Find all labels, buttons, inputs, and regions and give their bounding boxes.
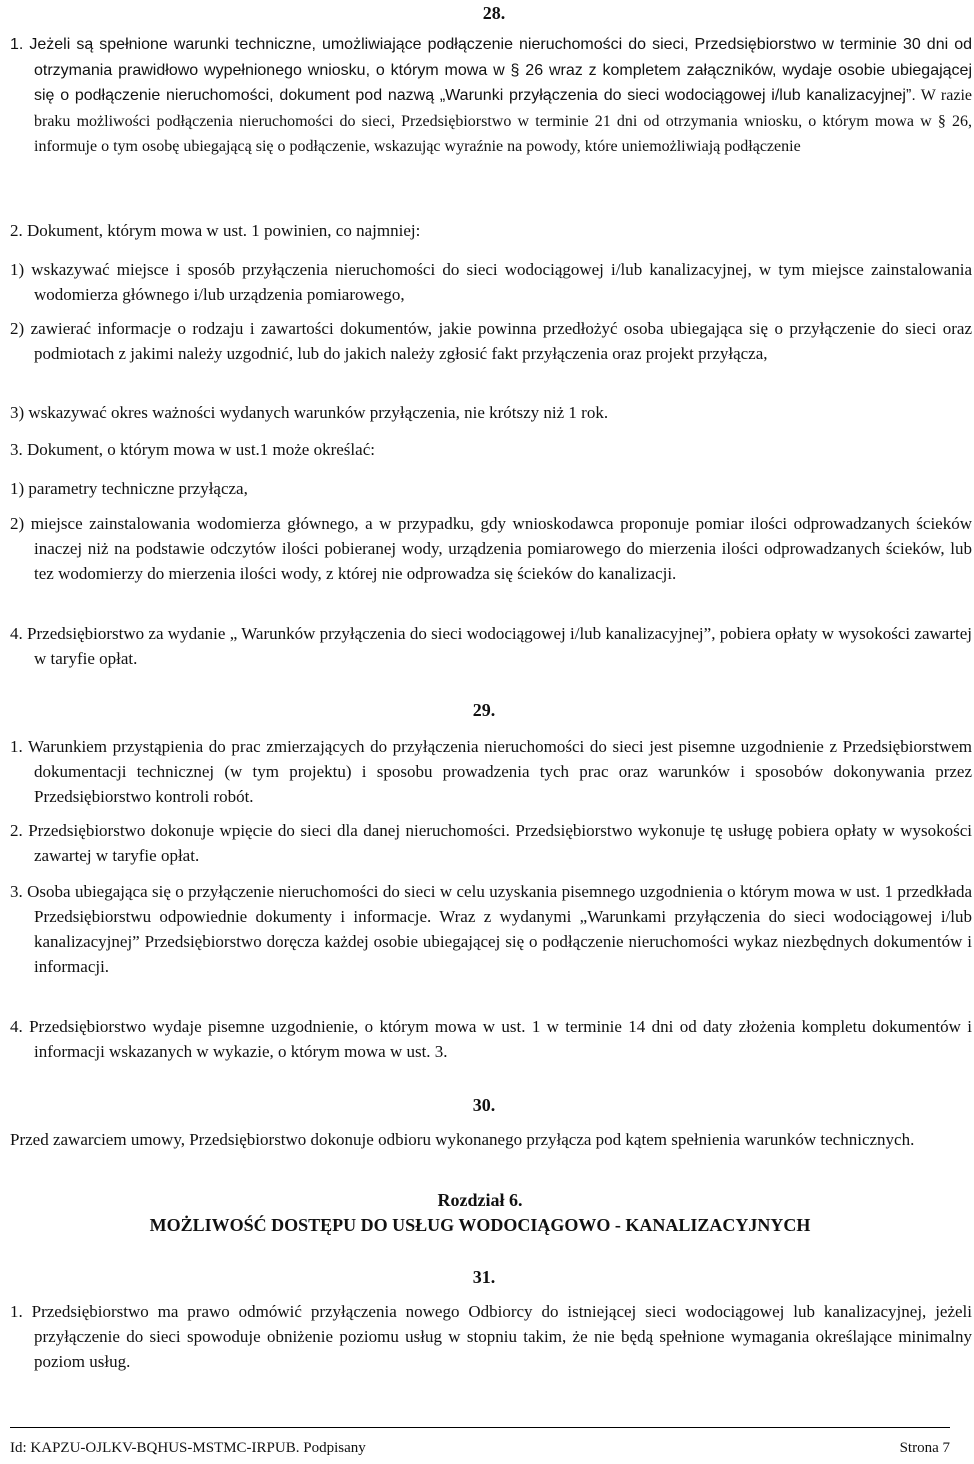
page-footer <box>10 1427 950 1464</box>
page-number: Strona 7 <box>899 1440 950 1456</box>
s28-paragraph-2: 2. Dokument, którym mowa w ust. 1 powinien, co najmniej: <box>10 221 421 240</box>
section-number-31: 31. <box>472 1267 496 1287</box>
document-id: Id: KAPZU-OJLKV-BQHUS-MSTMC-IRPUB. Podpisany <box>10 1440 366 1456</box>
section-number-30: 30. <box>472 1095 496 1115</box>
s28-paragraph-1 <box>10 32 972 160</box>
s29-paragraph-3: 3. Osoba ubiegająca się o przyłączenie nieruchomości do sieci w celu uzyskania pisemnego uzgodnienia o którym mowa w ust. 1 przedkłada Przedsiębiorstwu odpowiednie dokumenty i informacje. Wraz z wydanymi „Warunkami przyłączenia do sieci wodociągowej i/lub kanalizacyjnej” Przedsiębiorstwo doręcza każdej osobie ubiegającej się o podłączenie nieruchomości wykaz niezbędnych dokumentów i informacji. <box>10 882 972 976</box>
s29-paragraph-2: 2. Przedsiębiorstwo dokonuje wpięcie do sieci dla danej nieruchomości. Przedsiębiorstwo wykonuje tę usługę pobiera opłaty w wysokości zawartej w taryfie opłat. <box>10 821 972 865</box>
s29-paragraph-1: 1. Warunkiem przystąpienia do prac zmierzających do przyłączenia nieruchomości do sieci jest pisemne uzgodnienie z Przedsiębiorstwem dokumentacji technicznej (w tym projektu) i sposobu prowadzenia tych prac oraz warunków i sposobów dokonywania przez Przedsiębiorstwo kontroli robót. <box>10 737 972 806</box>
s28-p3-item-1: 1) parametry techniczne przyłącza, <box>10 479 248 498</box>
s29-paragraph-4: 4. Przedsiębiorstwo wydaje pisemne uzgodnienie, o którym mowa w ust. 1 w terminie 14 dni od daty złożenia kompletu dokumentów i informacji wskazanych w wykazie, o którym mowa w ust. 3. <box>10 1017 972 1061</box>
s28-p2-item-2: 2) zawierać informacje o rodzaju i zawartości dokumentów, jakie powinna przedłożyć osoba ubiegająca się o przyłączenie do sieci oraz podmiotach z jakimi należy uzgodnić, lub do jakich należy zgłosić fakt przyłączenia oraz projekt przyłącza, <box>10 319 972 363</box>
section-number-28: 28. <box>482 3 506 23</box>
chapter-title: MOŻLIWOŚĆ DOSTĘPU DO USŁUG WODOCIĄGOWO - KANALIZACYJNYCH <box>149 1215 811 1235</box>
s28-p2-item-3: 3) wskazywać okres ważności wydanych warunków przyłączenia, nie krótszy niż 1 rok. <box>10 403 609 422</box>
s28-paragraph-3: 3. Dokument, o którym mowa w ust.1 może określać: <box>10 440 375 459</box>
chapter-label: Rozdział 6. <box>437 1190 523 1210</box>
section-number-29: 29. <box>472 700 496 720</box>
s28-p3-item-2: 2) miejsce zainstalowania wodomierza głównego, a w przypadku, gdy wnioskodawca proponuje pomiar ilości odprowadzanych ścieków inaczej niż na podstawie odczytów ilości pobieranej wody, urządzenia pomiarowego do mierzenia ilości odprowadzanych ścieków, lub tez wodomierzy do mierzenia ilości wody, z której nie odprowadza się ścieków do kanalizacji. <box>10 514 972 583</box>
s28-paragraph-4: 4. Przedsiębiorstwo za wydanie „ Warunków przyłączenia do sieci wodociągowej i/lub kanalizacyjnej”, pobiera opłaty w wysokości zawartej w taryfie opłat. <box>10 624 972 668</box>
s28-p2-item-1: 1) wskazywać miejsce i sposób przyłączenia nieruchomości do sieci wodociągowej i/lub kanalizacyjnej, w tym miejsce zainstalowania wodomierza głównego i/lub urządzenia pomiarowego, <box>10 260 972 304</box>
s31-paragraph-1: 1. Przedsiębiorstwo ma prawo odmówić przyłączenia nowego Odbiorcy do istniejącej sieci wodociągowej lub kanalizacyjnej, jeżeli przyłączenie do sieci spowoduje obniżenie poziomu usług w stopniu takim, że nie będą spełnione wymagania określające minimalny poziom usług. <box>10 1302 972 1371</box>
s30-paragraph-1: Przed zawarciem umowy, Przedsiębiorstwo dokonuje odbioru wykonanego przyłącza pod kątem spełnienia warunków technicznych. <box>10 1130 915 1149</box>
s28-p1-part-a: 1. Jeżeli są spełnione warunki techniczne, umożliwiające podłączenie nieruchomości do sieci, Przedsiębiorstwo w terminie 30 dni od otrzymania prawidłowo wypełnionego wniosku, o którym mowa w § 26 wraz z kompletem załączników, wydaje osobie ubiegającej się o podłączenie nieruchomości, dokument pod nazwą „Warunki przyłączenia do sieci wodociągowej i/lub kanalizacyjnej”. <box>10 36 972 104</box>
s28-p1-part-b: W razie braku możliwości podłączenia nieruchomości do sieci, Przedsiębiorstwo w terminie 21 dni od otrzymania wniosku, o którym mowa w § 26, informuje o tym osobę ubiegającą się o podłączenie, wskazując wyraźnie na powody, które uniemożliwiają podłączenie <box>34 87 972 155</box>
